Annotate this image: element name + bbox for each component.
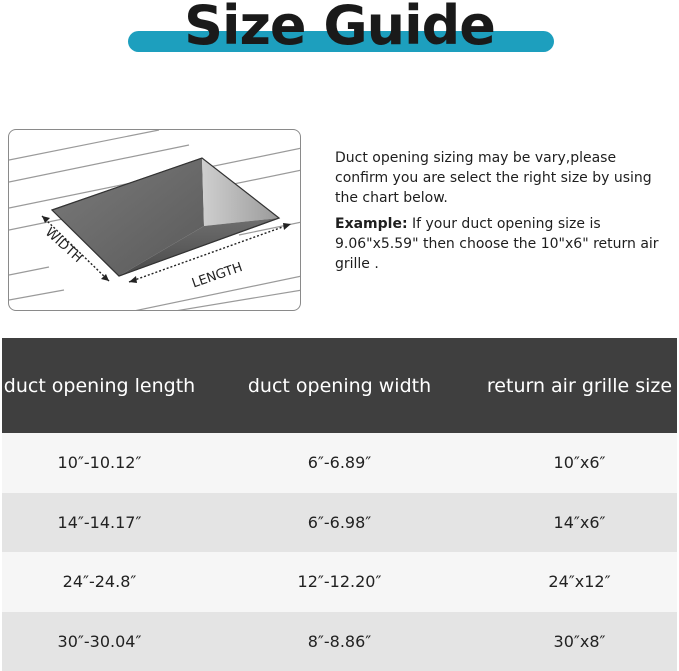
duct-opening-diagram: [9, 130, 301, 311]
cell-grille-size: 24″x12″: [548, 572, 611, 592]
table-row: [2, 433, 677, 493]
cell-grille-size: 30″x8″: [553, 631, 606, 651]
cell-width: 6″-6.98″: [307, 512, 372, 532]
size-table: [2, 338, 677, 671]
example-label: Example:: [335, 216, 408, 232]
table-header: [2, 338, 677, 433]
table-row: [2, 612, 677, 671]
cell-length: 14″-14.17″: [57, 512, 142, 532]
cell-length: 10″-10.12″: [57, 453, 142, 473]
duct-illustration: [8, 129, 301, 311]
example-text: If your duct opening size is 9.06"x5.59" then choose the 10"x6" return air grille .: [335, 216, 659, 272]
sizing-intro: Duct opening sizing may be vary,please confirm you are select the right size by using the chart below.: [335, 150, 652, 206]
cell-length: 30″-30.04″: [57, 631, 142, 651]
cell-width: 8″-8.86″: [307, 631, 372, 651]
cell-width: 12″-12.20″: [297, 572, 382, 592]
title-banner: [0, 0, 679, 60]
table-row: [2, 552, 677, 612]
header-duct-width: duct opening width: [247, 374, 432, 397]
sizing-example: [335, 214, 665, 274]
cell-grille-size: 14″x6″: [553, 512, 606, 532]
table-row: [2, 493, 677, 553]
cell-length: 24″-24.8″: [62, 572, 137, 592]
page-title: Size Guide: [184, 0, 495, 57]
cell-width: 6″-6.89″: [307, 453, 372, 473]
width-label: WIDTH: [41, 225, 86, 266]
length-label: LENGTH: [190, 260, 245, 292]
header-grille-size: return air grille size: [486, 374, 673, 397]
cell-grille-size: 10″x6″: [553, 453, 606, 473]
sizing-info: [335, 148, 665, 274]
header-duct-length: duct opening length: [3, 374, 196, 397]
